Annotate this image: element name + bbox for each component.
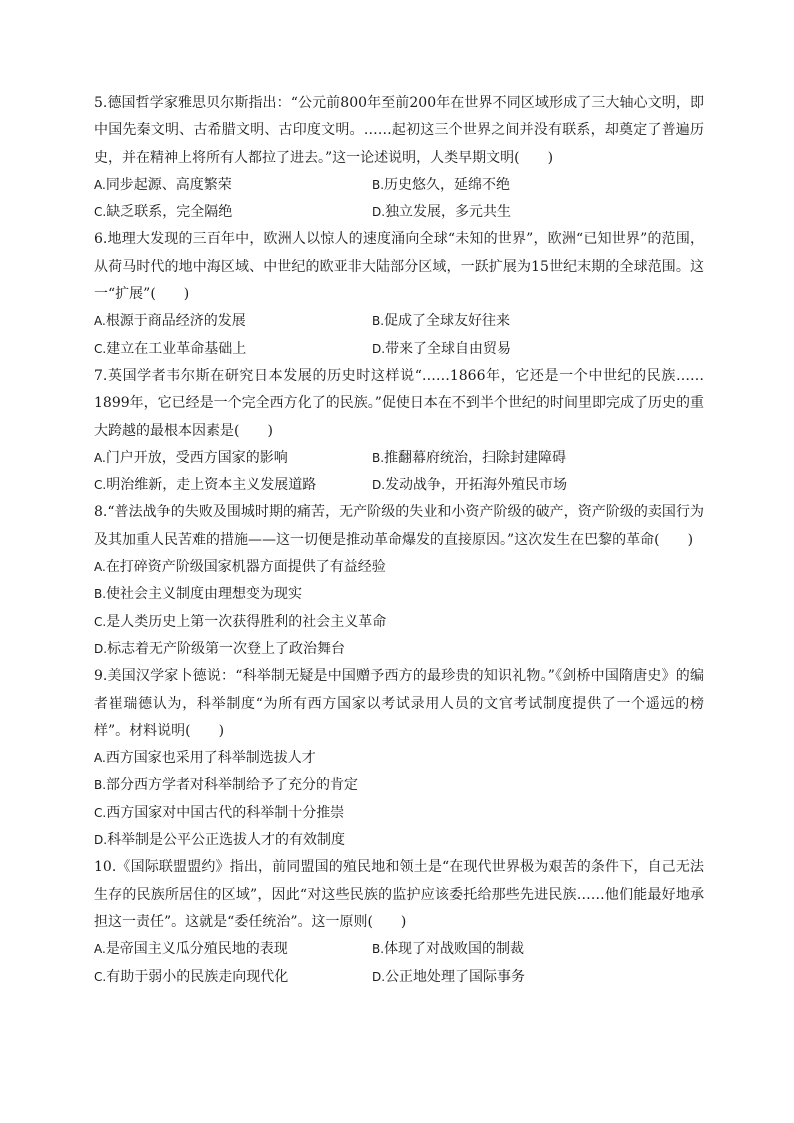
option-c: C.是人类历史上第一次获得胜利的社会主义革命 bbox=[94, 613, 387, 630]
option-c: C.建立在工业革命基础上 bbox=[94, 340, 247, 357]
option-d: D.带来了全球自由贸易 bbox=[372, 340, 512, 357]
option-d: D.公正地处理了国际事务 bbox=[372, 968, 526, 985]
option-b: B.部分西方学者对科举制给予了充分的肯定 bbox=[94, 777, 359, 794]
question-7 bbox=[94, 363, 704, 499]
options-list bbox=[94, 308, 704, 363]
options-list bbox=[94, 554, 704, 663]
exam-page bbox=[94, 90, 704, 991]
option-d: D.独立发展，多元共生 bbox=[372, 204, 512, 221]
option-b: B.历史悠久，延绵不绝 bbox=[372, 176, 511, 193]
options-list bbox=[94, 172, 704, 227]
option-d: D.科举制是公平公正选拔人才的有效制度 bbox=[94, 832, 346, 849]
option-b: B.促成了全球友好往来 bbox=[372, 313, 511, 330]
question-stem: 7.英国学者韦尔斯在研究日本发展的历史时这样说“……1866年，它还是一个中世纪的民族……1899年，它已经是一个完全西方化了的民族。”促使日本在不到半个世纪的时间里即完成了历史的重大跨越的最根本因素是( ) bbox=[94, 367, 704, 439]
option-c: C.有助于弱小的民族走向现代化 bbox=[94, 968, 289, 985]
question-6 bbox=[94, 226, 704, 362]
option-a: A.同步起源、高度繁荣 bbox=[94, 176, 232, 193]
option-c: C.缺乏联系，完全隔绝 bbox=[94, 204, 233, 221]
question-stem: 5.德国哲学家雅思贝尔斯指出：“公元前800年至前200年在世界不同区域形成了三大轴心文明，即中国先秦文明、古希腊文明、古印度文明。……起初这三个世界之间并没有联系，却奠定了普遍历史，并在精神上将所有人都拉了进去。”这一论述说明，人类早期文明( ) bbox=[94, 95, 704, 166]
option-c: C.明治维新，走上资本主义发展道路 bbox=[94, 477, 317, 494]
option-d: D.标志着无产阶级第一次登上了政治舞台 bbox=[94, 640, 346, 657]
question-5 bbox=[94, 90, 704, 226]
options-list bbox=[94, 936, 704, 991]
option-d: D.发动战争，开拓海外殖民市场 bbox=[372, 477, 568, 494]
option-a: A.根源于商品经济的发展 bbox=[94, 313, 246, 330]
question-9 bbox=[94, 663, 704, 854]
question-stem: 6.地理大发现的三百年中，欧洲人以惊人的速度涌向全球“未知的世界”，欧洲“已知世界”的范围，从荷马时代的地中海区域、中世纪的欧亚非大陆部分区域，一跃扩展为15世纪末期的全球范围。这一“扩展”( ) bbox=[94, 231, 704, 303]
option-a: A.门户开放，受西方国家的影响 bbox=[94, 449, 288, 466]
question-stem: 10.《国际联盟盟约》指出，前同盟国的殖民地和领土是“在现代世界极为艰苦的条件下，自己无法生存的民族所居住的区域”，因此“对这些民族的监护应该委托给那些先进民族……他们能最好地承担这一责任”。这就是“委任统治”。这一原则( ) bbox=[94, 859, 704, 930]
question-10 bbox=[94, 854, 704, 990]
question-stem: 8.“普法战争的失败及围城时期的痛苦，无产阶级的失业和小资产阶级的破产，资产阶级的卖国行为及其加重人民苦难的措施——这一切便是推动革命爆发的直接原因。”这次发生在巴黎的革命( ) bbox=[94, 504, 704, 548]
option-a: A.是帝国主义瓜分殖民地的表现 bbox=[94, 941, 288, 958]
option-a: A.西方国家也采用了科举制选拔人才 bbox=[94, 750, 316, 767]
option-a: A.在打碎资产阶级国家机器方面提供了有益经验 bbox=[94, 559, 386, 576]
option-b: B.体现了对战败国的制裁 bbox=[372, 941, 525, 958]
question-8 bbox=[94, 499, 704, 663]
option-b: B.使社会主义制度由理想变为现实 bbox=[94, 586, 303, 603]
question-stem: 9.美国汉学家卜德说：“科举制无疑是中国赠予西方的最珍贵的知识礼物。”《剑桥中国隋唐史》的编者崔瑞德认为，科举制度“为所有西方国家以考试录用人员的文官考试制度提供了一个遥远的榜样”。材料说明( ) bbox=[94, 668, 704, 739]
options-list bbox=[94, 745, 704, 854]
option-c: C.西方国家对中国古代的科举制十分推崇 bbox=[94, 804, 345, 821]
option-b: B.推翻幕府统治，扫除封建障碍 bbox=[372, 449, 567, 466]
options-list bbox=[94, 445, 704, 500]
